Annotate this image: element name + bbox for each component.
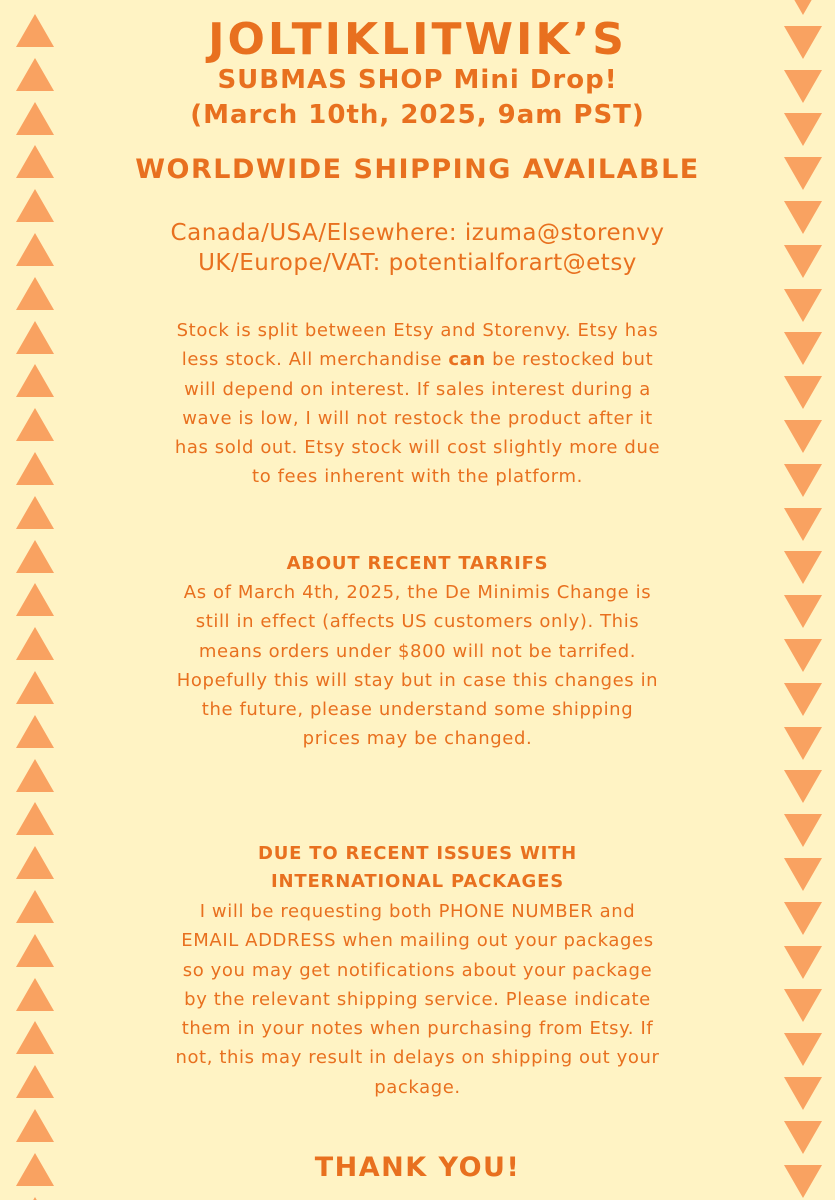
triangle-down-icon	[784, 639, 822, 672]
stock-text-start: Stock is split between Etsy and Storenvy. Etsy has less stock. All merchandise	[176, 320, 659, 371]
triangle-down-icon	[784, 113, 822, 146]
left-triangle-border	[14, 0, 64, 1200]
triangle-up-icon	[16, 233, 54, 266]
right-triangle-border	[782, 0, 832, 1200]
international-paragraph: I will be requesting both PHONE NUMBER and EMAIL ADDRESS when mailing out your packages so you may get notifications about your package by the relevant shipping service. Please indicate them in your notes when purchasing from Etsy. If not, this may result in delays on shipping out your package.	[175, 901, 660, 1098]
triangle-down-icon	[784, 770, 822, 803]
triangle-up-icon	[16, 1109, 54, 1142]
shipping-heading: WORLDWIDE SHIPPING AVAILABLE	[135, 154, 700, 185]
triangle-up-icon	[16, 58, 54, 91]
triangle-up-icon	[16, 277, 54, 310]
triangle-up-icon	[16, 408, 54, 441]
triangle-up-icon	[16, 1153, 54, 1186]
triangle-down-icon	[784, 464, 822, 497]
triangle-up-icon	[16, 978, 54, 1011]
triangle-down-icon	[784, 26, 822, 59]
triangle-up-icon	[16, 627, 54, 660]
triangle-down-icon	[784, 683, 822, 716]
international-heading-line2: INTERNATIONAL PACKAGES	[271, 871, 564, 892]
triangle-down-icon	[784, 551, 822, 584]
thank-you: THANK YOU!	[314, 1152, 521, 1183]
triangle-up-icon	[16, 759, 54, 792]
triangle-up-icon	[16, 540, 54, 573]
triangle-up-icon	[16, 102, 54, 135]
tariffs-heading: ABOUT RECENT TARRIFS	[286, 553, 549, 574]
triangle-up-icon	[16, 715, 54, 748]
drop-subtitle: SUBMAS SHOP Mini Drop!	[217, 65, 618, 95]
triangle-up-icon	[16, 934, 54, 967]
triangle-down-icon	[784, 1165, 822, 1198]
triangle-down-icon	[784, 157, 822, 190]
triangle-down-icon	[784, 508, 822, 541]
triangle-down-icon	[784, 1033, 822, 1066]
triangle-down-icon	[784, 376, 822, 409]
triangle-up-icon	[16, 364, 54, 397]
tariffs-paragraph: As of March 4th, 2025, the De Minimis Change is still in effect (affects US customers only). This means orders under $800 will not be tarrifed. Hopefully this will stay but in case this changes in the future, please understand some shipping prices may be changed.	[176, 582, 659, 750]
triangle-up-icon	[16, 890, 54, 923]
triangle-down-icon	[784, 902, 822, 935]
international-heading-line1: DUE TO RECENT ISSUES WITH	[257, 843, 578, 864]
triangle-up-icon	[16, 145, 54, 178]
triangle-down-icon	[784, 858, 822, 891]
stock-text-bold: can	[448, 349, 486, 371]
triangle-down-icon	[784, 1121, 822, 1154]
triangle-down-icon	[784, 332, 822, 365]
triangle-down-icon	[784, 1077, 822, 1110]
triangle-down-icon	[784, 946, 822, 979]
triangle-down-icon	[784, 989, 822, 1022]
triangle-down-icon	[784, 727, 822, 760]
triangle-down-icon	[784, 289, 822, 322]
triangle-up-icon	[16, 14, 54, 47]
triangle-up-icon	[16, 802, 54, 835]
triangle-down-icon	[784, 595, 822, 628]
triangle-down-icon	[784, 814, 822, 847]
triangle-up-icon	[16, 1197, 54, 1200]
contact-storenvy: Canada/USA/Elsewhere: izuma@storenvy	[170, 220, 665, 246]
triangle-up-icon	[16, 321, 54, 354]
triangle-up-icon	[16, 452, 54, 485]
stock-paragraph	[170, 316, 665, 492]
triangle-down-icon	[784, 420, 822, 453]
triangle-up-icon	[16, 496, 54, 529]
triangle-up-icon	[16, 846, 54, 879]
triangle-down-icon	[784, 201, 822, 234]
triangle-down-icon	[784, 245, 822, 278]
triangle-down-icon	[784, 70, 822, 103]
triangle-up-icon	[16, 189, 54, 222]
triangle-down-icon	[784, 0, 822, 15]
triangle-up-icon	[16, 583, 54, 616]
stock-text-end: be restocked but will depend on interest. If sales interest during a wave is low, I will not restock the product after it has sold out. Etsy stock will cost slightly more due to fees inherent with the platform.	[174, 349, 661, 488]
triangle-up-icon	[16, 1065, 54, 1098]
contact-etsy: UK/Europe/VAT: potentialforart@etsy	[198, 250, 637, 276]
shop-title: JOLTIKLITWIK’S	[208, 14, 627, 65]
drop-date: (March 10th, 2025, 9am PST)	[190, 100, 645, 130]
triangle-up-icon	[16, 1021, 54, 1054]
triangle-up-icon	[16, 671, 54, 704]
